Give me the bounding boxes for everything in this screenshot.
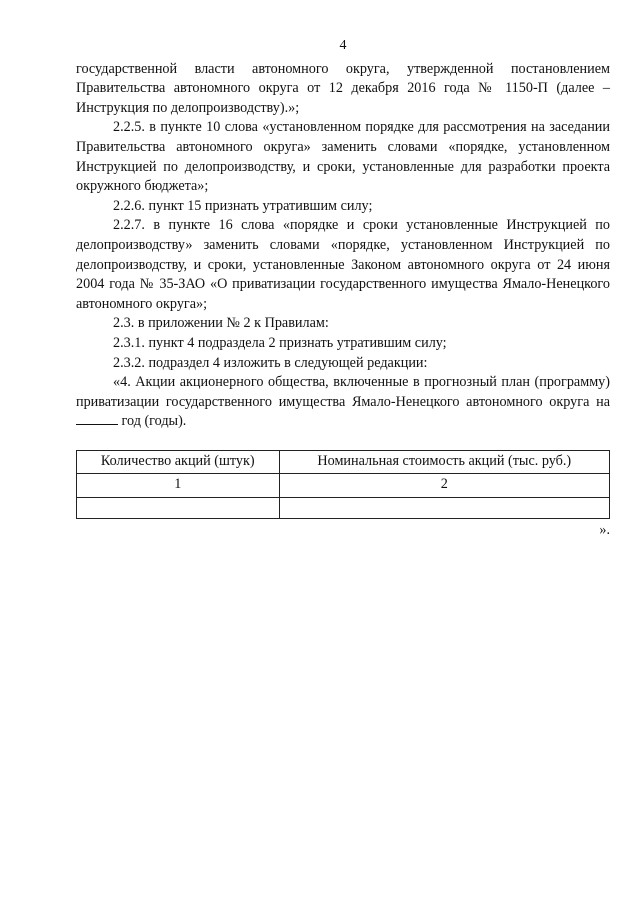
section-4-heading	[76, 373, 610, 432]
paragraph-2-2-5: 2.2.5. в пункте 10 слова «установленном порядке для рассмотрения на заседании Правительства автономного округа» заменить словами «порядке, установленном Инструкцией по делопроизводству, и сроки, установленные для разработки проекта окружного бюджета»;	[76, 119, 610, 195]
paragraph-continuation: государственной власти автономного округа, утвержденной постановлением Правительства автономного округа от 12 декабря 2016 года № 1150-П (далее – Инструкция по делопроизводству).»;	[76, 60, 610, 116]
column-number-2: 2	[279, 474, 609, 498]
paragraph-2-3: 2.3. в приложении № 2 к Правилам:	[113, 315, 329, 332]
column-number-1: 1	[77, 474, 280, 498]
header-nominal-value: Номинальная стоимость акций (тыс. руб.)	[279, 450, 609, 474]
year-blank-line	[76, 412, 118, 425]
table-number-row	[77, 474, 610, 498]
section-4-heading-tail: год (годы).	[121, 413, 187, 430]
paragraph-2-3-1: 2.3.1. пункт 4 подраздела 2 признать утратившим силу;	[113, 334, 447, 351]
header-share-count: Количество акций (штук)	[77, 450, 280, 474]
table-cell	[77, 498, 280, 519]
closing-quote-mark: ».	[599, 522, 610, 539]
table-header-row	[77, 450, 610, 474]
page-number: 4	[339, 38, 347, 53]
table-cell	[279, 498, 609, 519]
paragraph-2-3-2: 2.3.2. подраздел 4 изложить в следующей редакции:	[113, 354, 428, 371]
document-page	[76, 36, 610, 541]
paragraph-2-2-6: 2.2.6. пункт 15 признать утратившим силу;	[113, 197, 373, 214]
table-row	[77, 498, 610, 519]
paragraph-2-2-7: 2.2.7. в пункте 16 слова «порядке и сроки установленные Инструкцией по делопроизводству» заменить словами «порядке, установленном Инструкцией по делопроизводству, и сроки, установленные Законом автономного округа от 24 июня 2004 года № 35-ЗАО «О приватизации государственного имущества Ямало-Ненецкого автономного округа»;	[76, 217, 610, 312]
section-4-heading-text: «4. Акции акционерного общества, включенные в прогнозный план (программу) приватизации государственного имущества Ямало-Ненецкого автономного округа на	[76, 374, 610, 410]
shares-table	[76, 450, 610, 519]
